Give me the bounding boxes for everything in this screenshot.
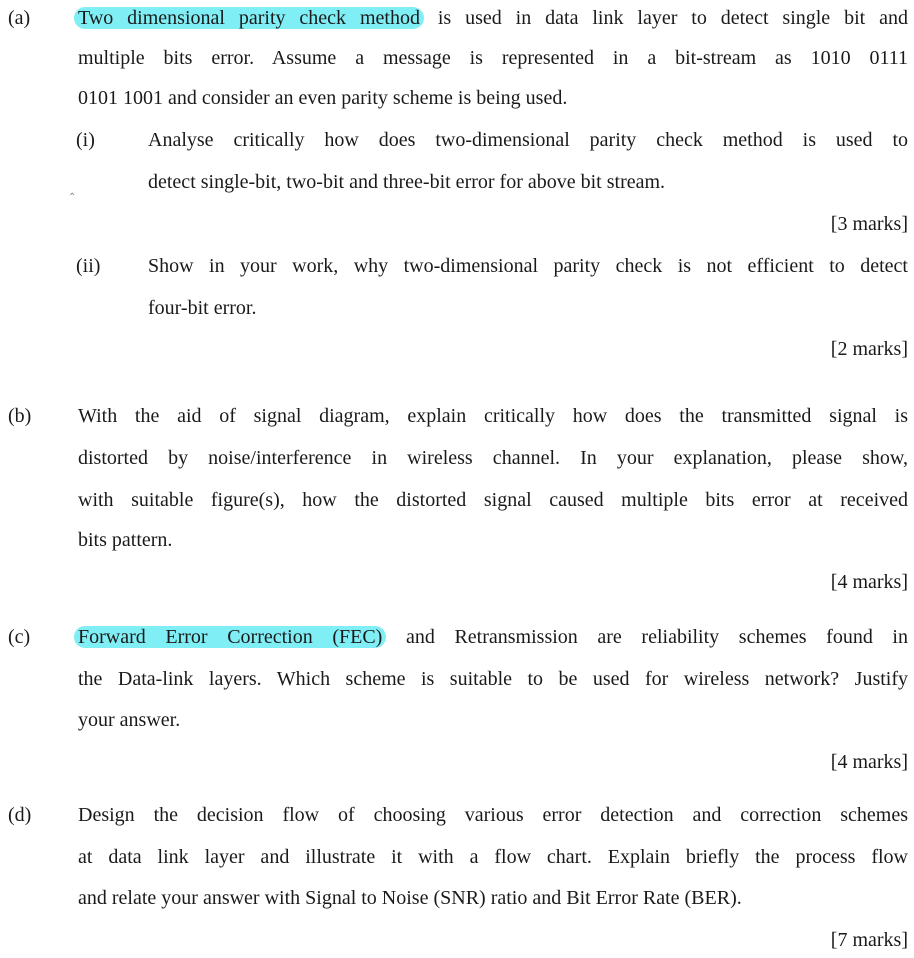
highlighted-text: Two dimensional parity check method bbox=[74, 7, 424, 29]
question-c-label: (c) bbox=[8, 626, 31, 648]
question-a-line-3: 0101 1001 and consider an even parity scheme is being used. bbox=[78, 87, 568, 109]
question-a-ii-line-2: four-bit error. bbox=[148, 297, 257, 319]
marks-c: [4 marks] bbox=[830, 751, 908, 773]
text-span: and Retransmission are reliability schemes found in bbox=[386, 626, 908, 648]
question-c-line-1 bbox=[78, 624, 908, 650]
question-d-line-2: at data link layer and illustrate it with a flow chart. Explain briefly the process flow bbox=[78, 846, 908, 868]
highlighted-text: Forward Error Correction (FEC) bbox=[74, 626, 386, 648]
question-c-line-2: the Data-link layers. Which scheme is suitable to be used for wireless network? Justify bbox=[78, 668, 908, 690]
question-a-i-line-2: detect single-bit, two-bit and three-bit error for above bit stream. bbox=[148, 171, 666, 193]
question-d-label: (d) bbox=[8, 804, 32, 826]
question-b-label: (b) bbox=[8, 405, 32, 427]
question-c-line-3: your answer. bbox=[78, 709, 181, 731]
question-b-line-4: bits pattern. bbox=[78, 529, 173, 551]
question-a-i-line-1: Analyse critically how does two-dimensional parity check method is used to bbox=[148, 129, 908, 151]
question-b-line-1: With the aid of signal diagram, explain critically how does the transmitted signal is bbox=[78, 405, 908, 427]
question-d-line-3: and relate your answer with Signal to Noise (SNR) ratio and Bit Error Rate (BER). bbox=[78, 887, 742, 909]
marks-a-i: [3 marks] bbox=[830, 213, 908, 235]
question-a-line-2: multiple bits error. Assume a message is represented in a bit-stream as 1010 0111 bbox=[78, 47, 908, 69]
text-span: is used in data link layer to detect single bit and bbox=[423, 7, 908, 29]
question-b-line-3: with suitable figure(s), how the distorted signal caused multiple bits error at received bbox=[78, 489, 908, 511]
question-b-line-2: distorted by noise/interference in wireless channel. In your explanation, please show, bbox=[78, 447, 908, 469]
question-a-ii-label: (ii) bbox=[76, 255, 101, 277]
question-d-line-1: Design the decision flow of choosing various error detection and correction schemes bbox=[78, 804, 908, 826]
stray-mark: ⌃ bbox=[68, 192, 77, 203]
marks-b: [4 marks] bbox=[830, 571, 908, 593]
question-a-line-1 bbox=[78, 5, 908, 31]
marks-d: [7 marks] bbox=[830, 929, 908, 951]
question-a-ii-line-1: Show in your work, why two-dimensional parity check is not efficient to detect bbox=[148, 255, 908, 277]
question-a-i-label: (i) bbox=[76, 129, 95, 151]
question-a-label: (a) bbox=[8, 7, 31, 29]
marks-a-ii: [2 marks] bbox=[830, 338, 908, 360]
